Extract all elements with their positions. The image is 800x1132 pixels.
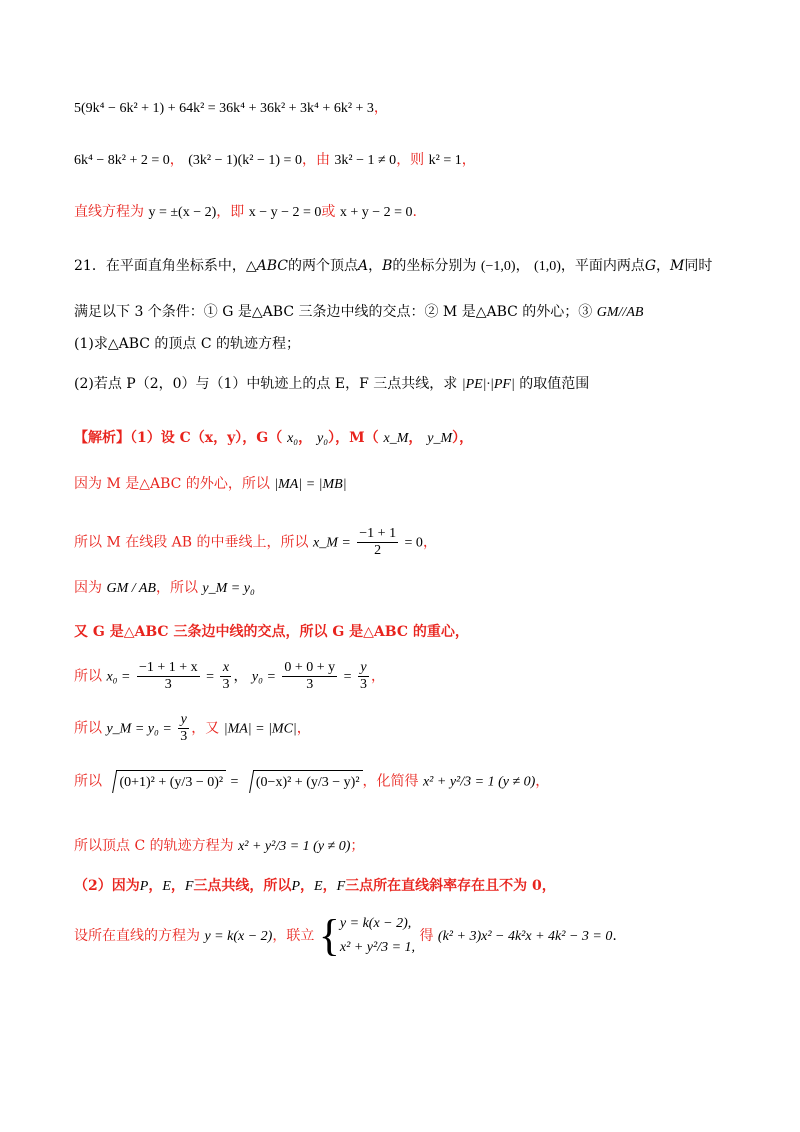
equation: x₀ <box>287 431 299 446</box>
square-root <box>116 770 226 793</box>
fraction <box>137 660 200 693</box>
equation: |PE|·|PF| <box>461 377 515 392</box>
equation: |MA| = |MC| <box>223 721 297 737</box>
text: ， <box>461 152 476 168</box>
text: ， <box>300 878 314 894</box>
equation: (0+1)² + (y/3 − 0)² <box>119 775 224 790</box>
equation-line-2 <box>74 150 476 171</box>
point-label: E <box>314 879 323 894</box>
text: ， <box>296 720 311 737</box>
equation: y = k(x − 2), <box>339 916 412 931</box>
square-root <box>253 770 363 793</box>
solution-line-11 <box>74 912 617 960</box>
fraction <box>282 660 337 693</box>
text: 同时 <box>684 258 713 274</box>
text: ，由 <box>301 152 330 168</box>
text: 所以 <box>74 668 102 685</box>
numerator: y <box>178 712 189 729</box>
equation: = <box>206 669 214 685</box>
equation: y = ±(x − 2) <box>148 205 217 220</box>
denominator: 3 <box>222 677 230 692</box>
solution-line-2 <box>74 474 347 495</box>
solution-line-6 <box>74 660 385 693</box>
text: ， <box>515 258 530 274</box>
text: 又 G 是△ABC 三条边中线的交点，所以 G 是△ABC 的重心， <box>74 624 469 640</box>
text: ， <box>170 878 185 894</box>
fraction <box>357 526 398 559</box>
fraction <box>178 712 189 745</box>
text: ， <box>298 430 313 446</box>
problem-line-1 <box>74 256 712 277</box>
text: (1)求△ABC 的顶点 C 的轨迹方程； <box>74 336 301 352</box>
text: ， <box>322 878 337 894</box>
brace: { <box>318 911 340 960</box>
text: ，则 <box>396 152 425 168</box>
text: ， <box>656 258 671 274</box>
text: 满足以下 3 个条件：① G 是△ABC 三条边中线的交点：② M 是△ABC 的外心；③ <box>74 304 593 320</box>
denominator: 3 <box>359 677 367 692</box>
solution-line-10 <box>74 876 556 897</box>
equation: y_M <box>427 431 453 446</box>
equation: y_M = y₀ <box>202 581 255 596</box>
solution-line-3 <box>74 526 437 559</box>
equation: (3k² − 1)(k² − 1) = 0 <box>188 153 302 168</box>
text: ，联立 <box>272 928 315 944</box>
text: B <box>382 258 393 274</box>
text: . <box>612 928 617 944</box>
equation: x_M = <box>313 535 351 551</box>
equation: 3k² − 1 ≠ 0 <box>334 153 397 168</box>
text: （2）因为 <box>74 878 140 894</box>
text: 因为 M 是△ABC 的外心，所以 <box>74 476 270 492</box>
text: ， <box>233 669 248 685</box>
text: G <box>644 258 657 274</box>
text: ， <box>370 668 385 685</box>
text: ， <box>535 773 550 790</box>
text: ，又 <box>191 720 220 737</box>
text: ，化简得 <box>362 773 419 790</box>
solution-line-9 <box>74 836 364 857</box>
equation: x + y − 2 = 0 <box>339 205 413 220</box>
numerator: 0 + 0 + y <box>284 660 336 675</box>
equation: = <box>230 774 239 790</box>
text: ），M（ <box>328 430 379 446</box>
equation: y_M = y₀ = <box>106 721 172 737</box>
text: ，平面内两点 <box>560 258 645 274</box>
fraction <box>220 660 231 693</box>
equation: GM / AB <box>106 581 156 596</box>
equation: y₀ <box>317 431 329 446</box>
text: 所以 <box>74 773 102 790</box>
text: (2)若点 P（2，0）与（1）中轨迹上的点 E，F 三点共线，求 <box>74 376 458 392</box>
text: 所以 M 在线段 AB 的中垂线上，所以 <box>74 534 309 551</box>
text: 所以 <box>74 720 102 737</box>
equation: 6k⁴ − 8k² + 2 = 0 <box>74 153 170 168</box>
denominator: 3 <box>306 677 314 692</box>
text: 直线方程为 <box>74 204 144 220</box>
text: ABC <box>256 258 288 274</box>
text: 的坐标分别为 <box>392 258 477 274</box>
equation: x_M <box>383 431 409 446</box>
numerator: −1 + 1 <box>359 526 397 541</box>
punctuation: ， <box>373 100 388 116</box>
equation: y₀ = <box>251 669 276 685</box>
text: 设所在直线的方程为 <box>74 928 200 944</box>
text: M <box>670 258 685 274</box>
solution-line-8 <box>74 770 549 793</box>
text: ， <box>148 878 163 894</box>
point-label: F <box>184 879 194 894</box>
solution-line-5 <box>74 622 469 642</box>
text: 的取值范围 <box>519 376 590 392</box>
problem-line-3 <box>74 334 300 354</box>
equation-line-1 <box>74 98 388 119</box>
coordinate: (1,0) <box>534 259 561 274</box>
equation: x − y − 2 = 0 <box>248 205 322 220</box>
problem-line-2 <box>74 302 643 323</box>
point-label: F <box>336 879 346 894</box>
text: 因为 <box>74 580 102 596</box>
equation: GM//AB <box>596 305 644 320</box>
text: 三点共线，所以 <box>193 878 292 894</box>
point-label: P <box>291 879 300 894</box>
text: . <box>412 204 417 220</box>
text: ， <box>422 534 437 551</box>
text: 【解析】（1）设 C（x，y），G（ <box>74 430 283 446</box>
fraction <box>358 660 369 693</box>
equation: k² = 1 <box>428 153 462 168</box>
text: ）， <box>452 430 474 446</box>
text: ， <box>169 152 184 168</box>
equation-line-3 <box>74 202 417 223</box>
text: 所以顶点 C 的轨迹方程为 <box>74 838 234 854</box>
text: 三点所在直线斜率存在且不为 0， <box>345 878 556 894</box>
equation: (k² + 3)x² − 4k²x + 4k² − 3 = 0 <box>437 929 613 944</box>
equation: x² + y²/3 = 1 (y ≠ 0) <box>238 839 351 854</box>
text: ； <box>350 838 365 854</box>
text: 或 <box>321 204 336 220</box>
equation: x₀ = <box>106 669 131 685</box>
problem-line-4 <box>74 374 589 395</box>
denominator: 3 <box>164 677 172 692</box>
equation-system <box>340 912 415 960</box>
solution-line-7 <box>74 712 311 745</box>
text: 得 <box>419 928 434 944</box>
text: ， <box>408 430 423 446</box>
equation: = 0 <box>404 535 423 551</box>
equation: |MA| = |MB| <box>274 477 347 492</box>
text: ， <box>368 258 383 274</box>
text: 21．在平面直角坐标系中，△ <box>74 258 257 274</box>
text: A <box>357 258 369 274</box>
denominator: 3 <box>180 729 188 744</box>
numerator: y <box>358 660 369 677</box>
denominator: 2 <box>374 543 382 558</box>
text: ，即 <box>216 204 245 220</box>
equation: (0−x)² + (y/3 − y)² <box>255 775 360 790</box>
equation: y = k(x − 2) <box>204 929 273 944</box>
equation: x² + y²/3 = 1, <box>339 940 416 955</box>
solution-line-4 <box>74 578 255 599</box>
point-label: P <box>139 879 149 894</box>
equation: = <box>343 669 352 685</box>
equation: x² + y²/3 = 1 (y ≠ 0) <box>422 774 536 790</box>
text: 的两个顶点 <box>287 258 358 274</box>
equation: 5(9k⁴ − 6k² + 1) + 64k² = 36k⁴ + 36k² + 3k⁴ + 6k² + 3 <box>74 101 374 116</box>
point-label: E <box>162 879 171 894</box>
numerator: −1 + 1 + x <box>138 660 198 675</box>
solution-line-1 <box>74 428 473 449</box>
numerator: x <box>220 660 231 677</box>
text: ，所以 <box>155 580 198 596</box>
coordinate: (−1,0) <box>480 259 516 274</box>
